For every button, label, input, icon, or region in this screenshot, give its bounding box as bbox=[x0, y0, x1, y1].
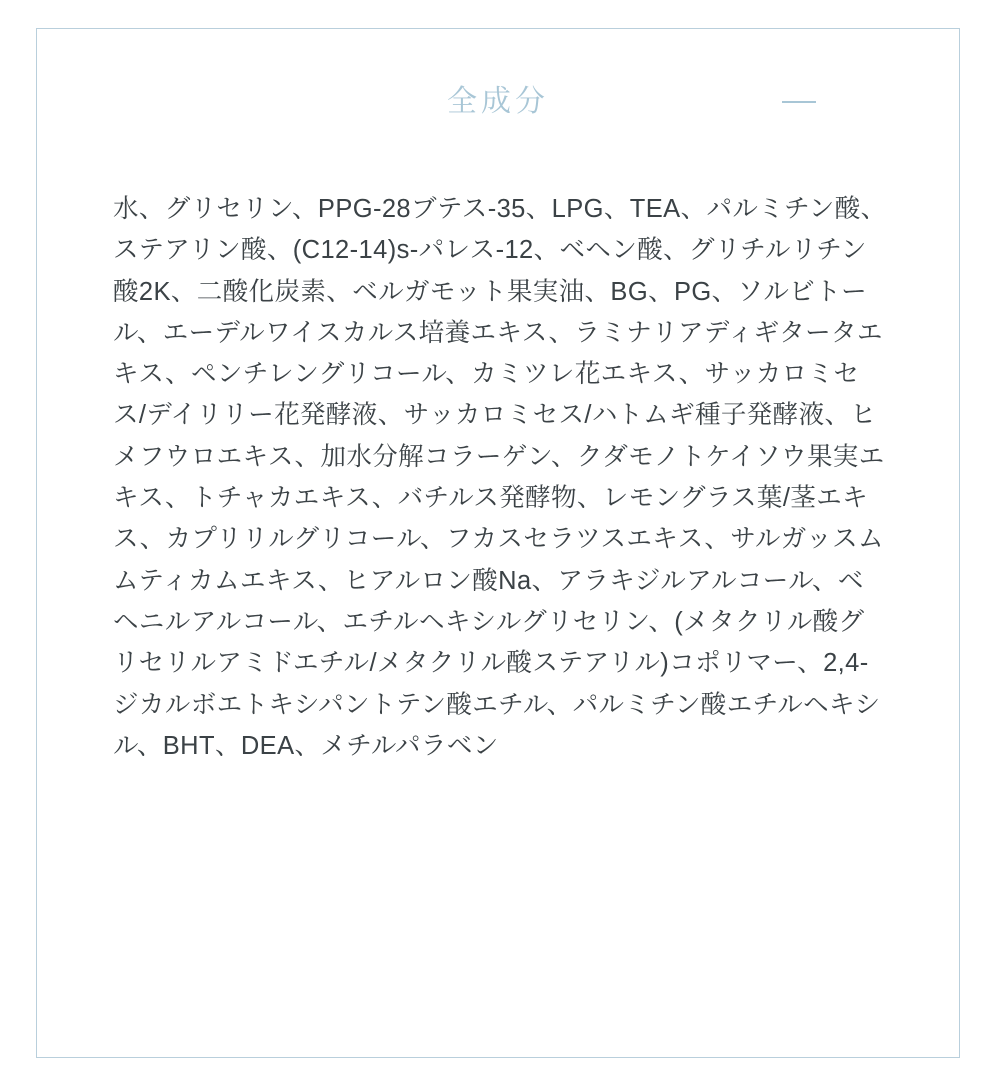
ingredients-panel bbox=[36, 28, 960, 1058]
page-title: 全成分 bbox=[447, 85, 549, 118]
ingredients-body bbox=[83, 189, 913, 767]
panel-header bbox=[83, 73, 913, 131]
minus-icon[interactable] bbox=[781, 90, 817, 114]
minus-icon-bar bbox=[782, 101, 816, 103]
ingredients-list-text: 水、グリセリン、PPG-28ブテス-35、LPG、TEA、パルミチン酸、ステアリン酸、(C12-14)s-パレス-12、ベヘン酸、グリチルリチン酸2K、二酸化炭素、ベルガモット果実油、BG、PG、ソルビトール、エーデルワイスカルス培養エキス、ラミナリアディギタータエキス、ペンチレングリコール、カミツレ花エキス、サッカロミセス/デイリリー花発酵液、サッカロミセス/ハトムギ種子発酵液、ヒメフウロエキス、加水分解コラーゲン、クダモノトケイソウ果実エキス、トチャカエキス、バチルス発酵物、レモングラス葉/茎エキス、カプリリルグリコール、フカスセラツスエキス、サルガッスムムティカムエキス、ヒアルロン酸Na、アラキジルアルコール、ベヘニルアルコール、エチルヘキシルグリセリン、(メタクリル酸グリセリルアミドエチル/メタクリル酸ステアリル)コポリマー、2,4-ジカルボエトキシパントテン酸エチル、パルミチン酸エチルヘキシル、BHT、DEA、メチルパラベン bbox=[113, 195, 887, 760]
